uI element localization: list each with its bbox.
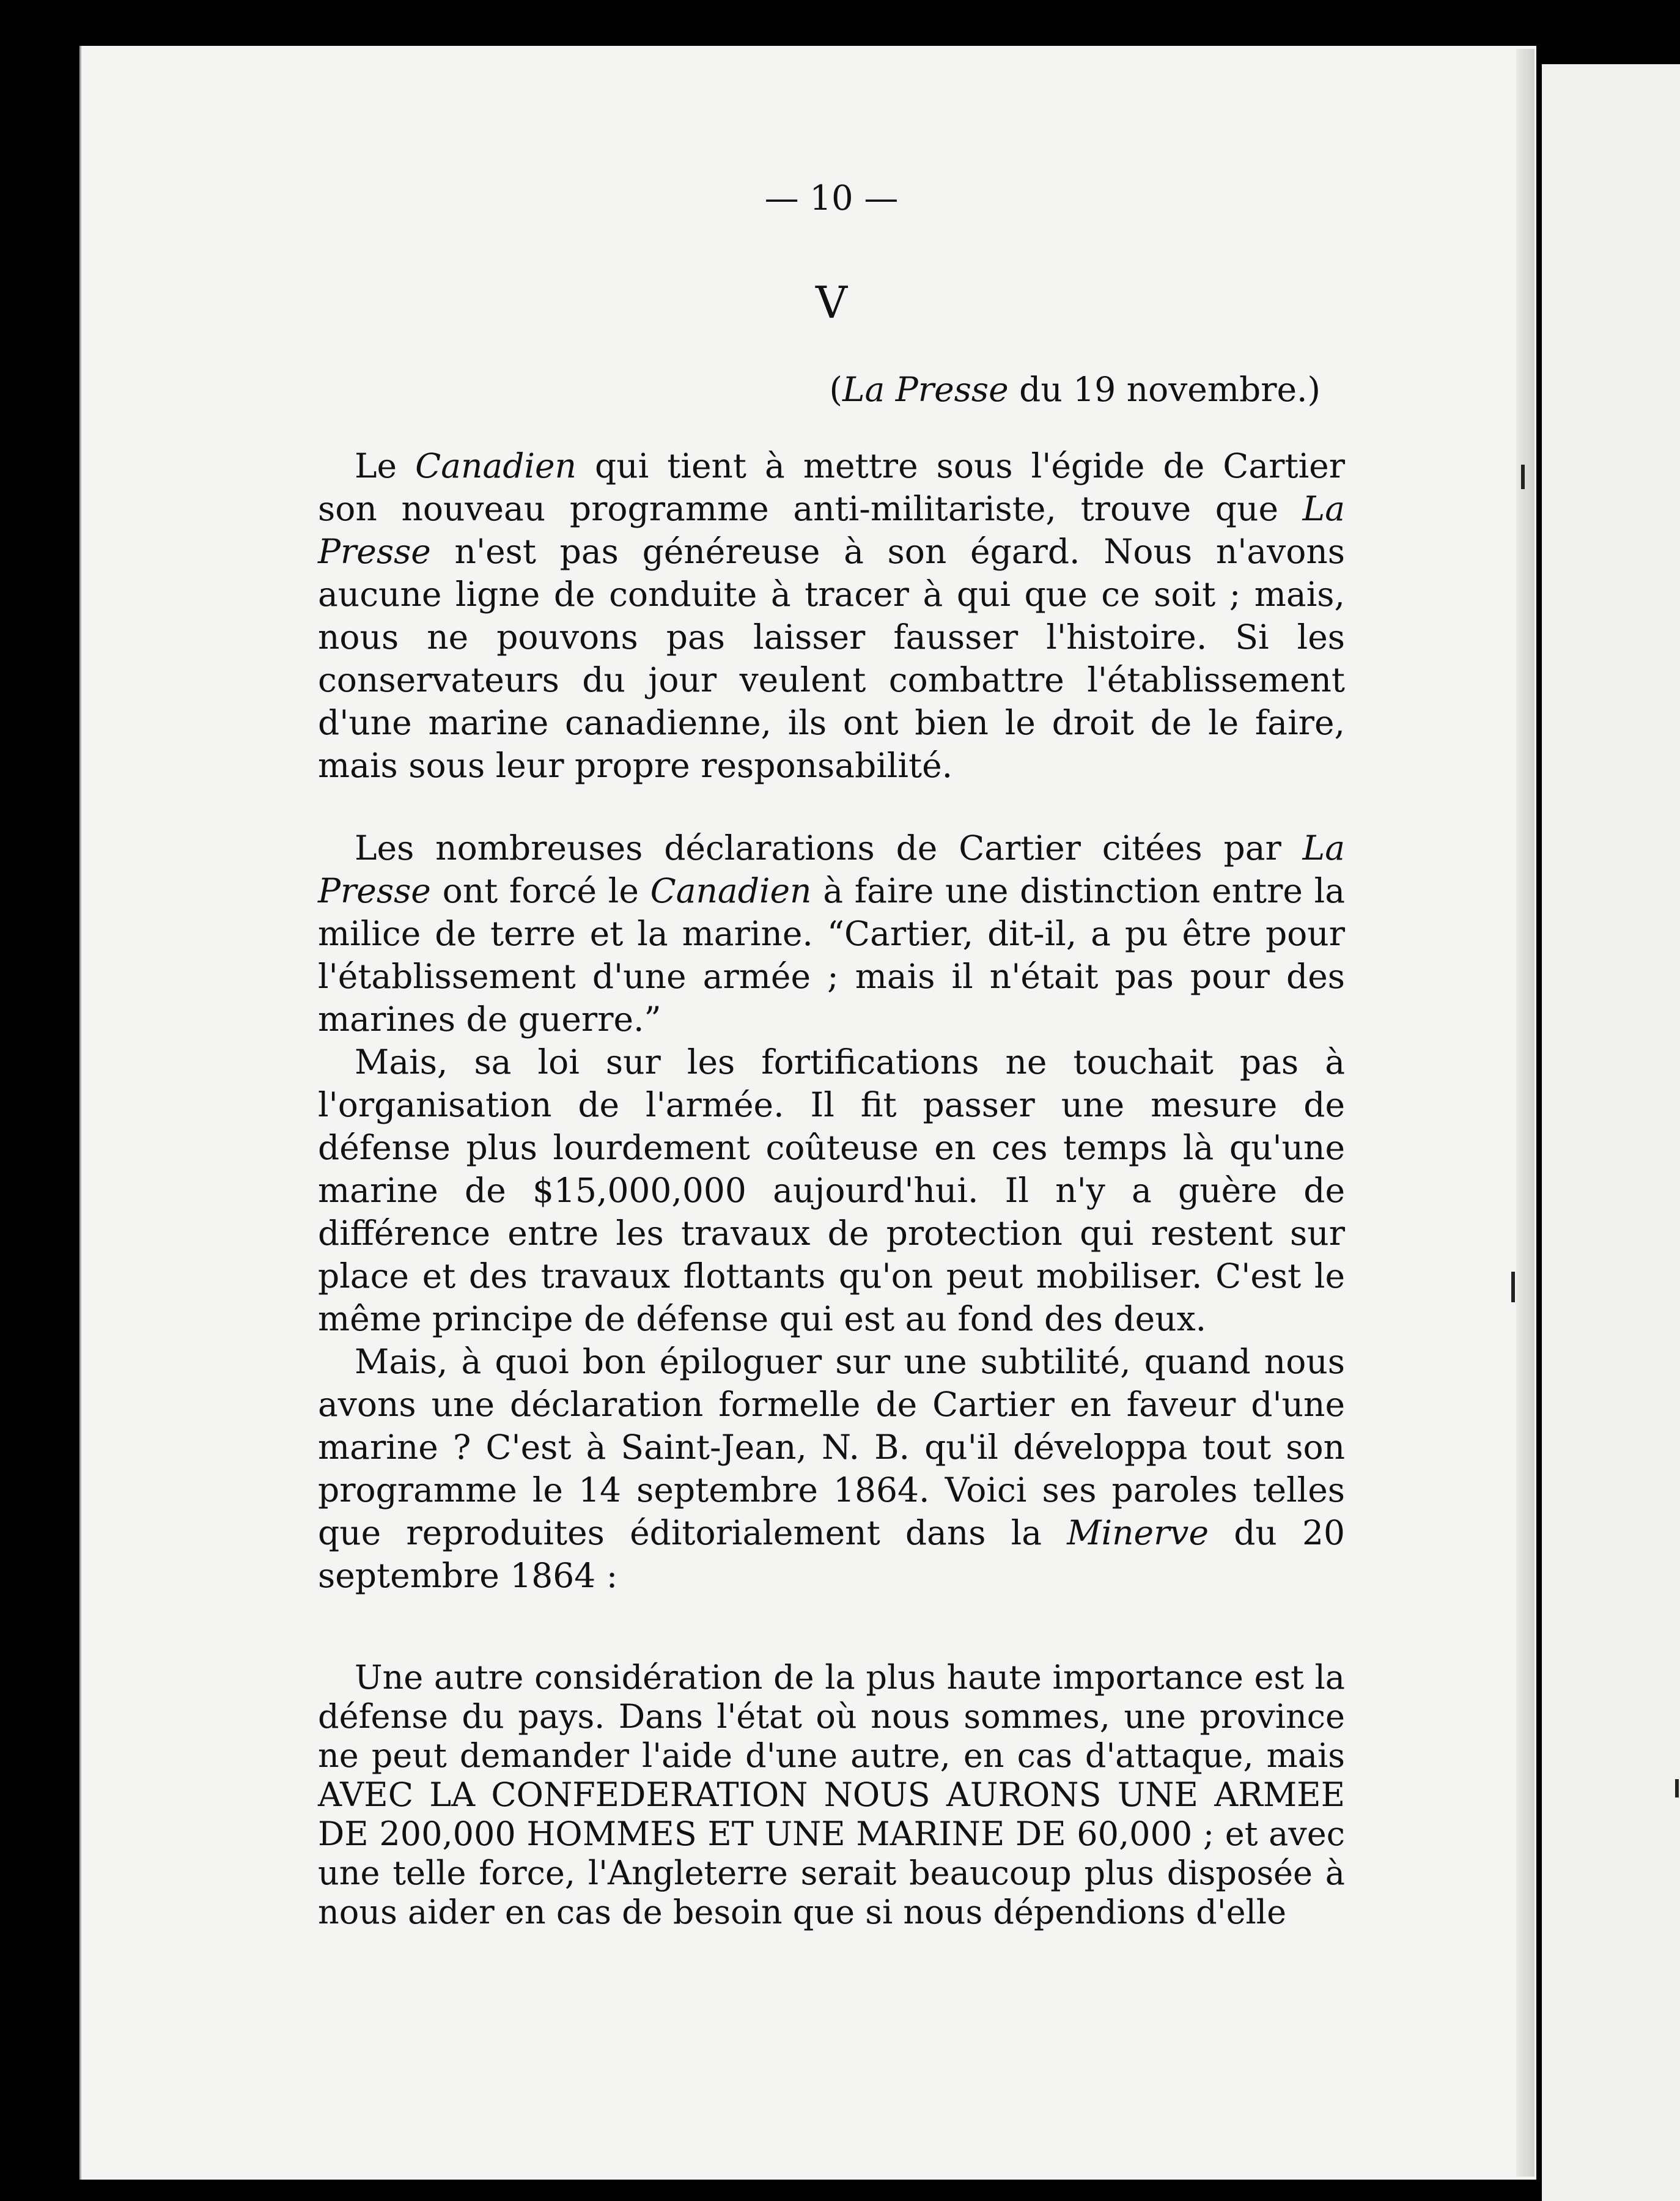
paragraph-3: Mais, sa loi sur les fortifications ne touchait pas à l'organisation de l'armée. Il fit passer une mesure de défense plus lourdement coûteuse en ces temps là qu'une marine de $15,000,000 aujourd'hui. Il n'y a guère de différence entre les travaux de protection qui restent sur place et des travaux flottants qu'on peut mobiliser. C'est le même principe de défense qui est au fond des deux. <box>318 1042 1345 1338</box>
newspaper-name: Minerve <box>1067 1513 1209 1552</box>
page-text <box>318 177 1345 1932</box>
binding-mark <box>1511 1272 1515 1302</box>
binding-mark <box>1675 1779 1679 1797</box>
newspaper-name: Canadien <box>415 446 577 485</box>
text-run: Une autre considération de la plus haute importance est la défense du pays. Dans l'état où nous sommes, une province ne peut demander l'aide d'une autre, en cas d'attaque, mais <box>318 1658 1345 1775</box>
section-heading: V <box>816 277 847 328</box>
text-run: Mais, à quoi bon épiloguer sur une subtilité, quand nous avons une déclaration formelle de Cartier en faveur d'une marine ? C'est à Saint-Jean, N. B. qu'il développa tout son programme le 14 septembre 1864. Voici ses paroles telles que reproduites éditorialement dans la <box>318 1342 1345 1552</box>
text-run: Le <box>355 446 416 485</box>
emphasized-text: AVEC LA CONFEDERATION NOUS AURONS UNE ARMEE DE 200,000 HOMMES ET UNE MARINE DE 60,000 <box>318 1775 1345 1853</box>
source-citation <box>318 368 1321 411</box>
text-run: ; et avec une telle force, l'Angleterre serait beaucoup plus disposée à nous aider en cas de besoin que si nous dépendions d'elle <box>318 1815 1345 1931</box>
paragraph-2 <box>318 827 1345 1041</box>
citation-rest: du 19 novembre.) <box>1008 370 1321 409</box>
block-quote <box>318 1658 1345 1932</box>
paragraph-4 <box>318 1340 1345 1597</box>
page-fold-shadow <box>1516 49 1534 2177</box>
binding-mark <box>1521 465 1525 489</box>
newspaper-name: La Presse <box>842 370 1009 409</box>
text-run: qui tient à mettre sous l'égide de Cartier son nouveau programme anti-militariste, trouve que <box>318 446 1345 528</box>
citation-open: ( <box>829 370 842 409</box>
text-run: du 20 septembre 1864 : <box>318 1513 1345 1595</box>
page-number: — 10 — <box>764 179 899 218</box>
text-run: ont forcé le <box>430 871 650 910</box>
text-run: à faire une distinction entre la milice de terre et la marine. “Cartier, dit-il, a pu être pour l'établissement d'une armée ; mais il n'était pas pour des marines de guerre.” <box>318 871 1346 1039</box>
newspaper-name: La Presse <box>318 828 1345 910</box>
paragraph-1 <box>318 444 1345 787</box>
text-run: Les nombreuses déclarations de Cartier citées par <box>355 828 1303 868</box>
adjacent-page-edge <box>1542 64 1680 2201</box>
newspaper-name: La Presse <box>318 489 1345 571</box>
text-run: n'est pas généreuse à son égard. Nous n'avons aucune ligne de conduite à tracer à qui que ce soit ; mais, nous ne pouvons pas laisser fausser l'histoire. Si les conservateurs du jour veulent combattre l'établissement d'une marine canadienne, ils ont bien le droit de le faire, mais sous leur propre responsabilité. <box>318 532 1345 785</box>
newspaper-name: Canadien <box>650 871 812 910</box>
